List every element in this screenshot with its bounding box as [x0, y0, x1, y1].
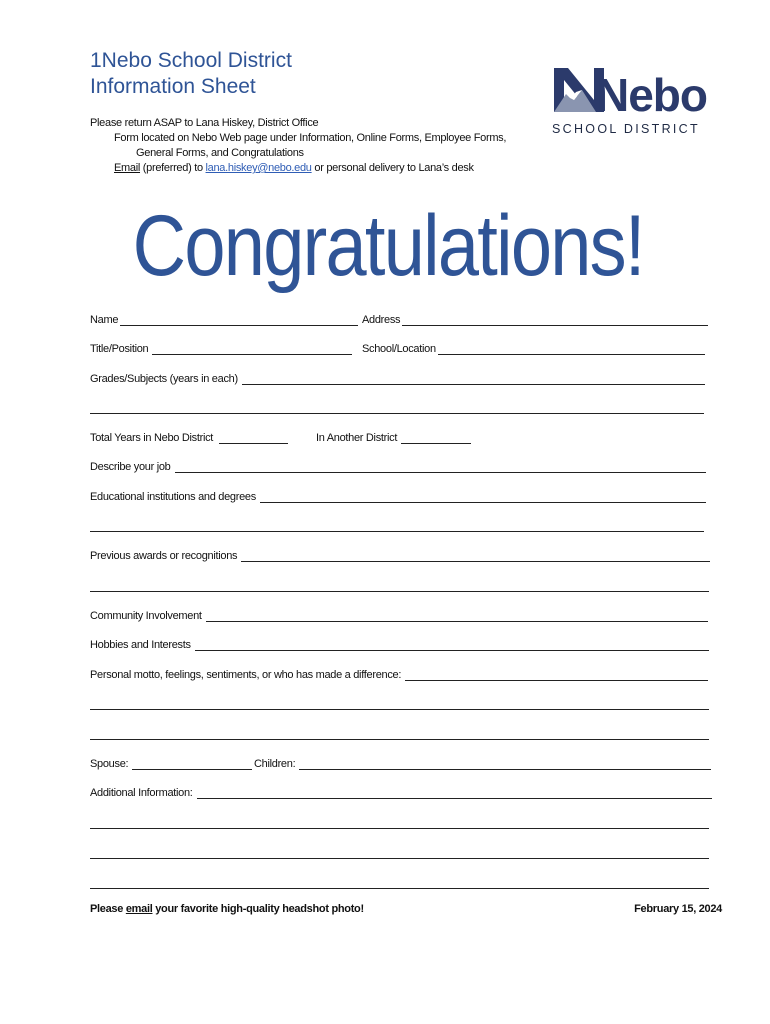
additional-row [90, 783, 712, 799]
total-years-field[interactable] [219, 432, 288, 444]
children-field[interactable] [299, 758, 711, 770]
motto-extra-line-1[interactable] [90, 708, 709, 710]
email-label: Email [114, 162, 141, 174]
footer-note [90, 903, 364, 915]
title-position-field[interactable] [152, 343, 352, 355]
another-district-field[interactable] [401, 432, 471, 444]
instructions-line-4 [90, 161, 550, 176]
motto-row [90, 665, 708, 681]
hobbies-field[interactable] [195, 639, 709, 651]
describe-job-label: Describe your job [90, 461, 171, 473]
address-field[interactable] [402, 314, 708, 326]
footer [90, 903, 722, 915]
education-label: Educational institutions and degrees [90, 491, 256, 503]
hobbies-row [90, 635, 709, 651]
community-row [90, 606, 708, 622]
another-district-label: In Another District [316, 432, 398, 444]
additional-extra-line-1[interactable] [90, 827, 709, 829]
title-line-2: Information Sheet [90, 75, 256, 98]
education-field[interactable] [260, 491, 706, 503]
document-title [90, 48, 510, 100]
grades-row [90, 369, 705, 385]
additional-extra-line-3[interactable] [90, 887, 709, 889]
describe-job-field[interactable] [175, 461, 707, 473]
additional-extra-line-2[interactable] [90, 857, 709, 859]
title-position-row [90, 339, 352, 355]
motto-field[interactable] [405, 669, 708, 681]
headline: Congratulations! [132, 198, 644, 294]
motto-extra-line-2[interactable] [90, 738, 709, 740]
school-location-field[interactable] [438, 343, 705, 355]
email-link[interactable]: lana.hiskey@nebo.edu [205, 162, 312, 174]
address-row [362, 310, 708, 326]
spouse-label: Spouse: [90, 758, 129, 770]
additional-field[interactable] [197, 787, 712, 799]
awards-field[interactable] [241, 550, 710, 562]
describe-job-row [90, 457, 706, 473]
name-field[interactable] [120, 314, 358, 326]
school-location-label: School/Location [362, 343, 436, 355]
awards-row [90, 546, 710, 562]
spouse-field[interactable] [132, 758, 252, 770]
title-position-label: Title/Position [90, 343, 149, 355]
motto-label: Personal motto, feelings, sentiments, or who has made a difference: [90, 669, 402, 681]
hobbies-label: Hobbies and Interests [90, 639, 191, 651]
children-label: Children: [254, 758, 296, 770]
email-tail-text: or personal delivery to Lana’s desk [311, 162, 474, 174]
awards-extra-line[interactable] [90, 590, 709, 592]
education-extra-line[interactable] [90, 530, 704, 532]
grades-extra-line[interactable] [90, 412, 704, 414]
additional-label: Additional Information: [90, 787, 193, 799]
children-row [254, 754, 711, 770]
instructions-line-2: Form located on Nebo Web page under Information, Online Forms, Employee Forms, [114, 132, 507, 144]
total-years-label: Total Years in Nebo District [90, 432, 214, 444]
education-row [90, 487, 706, 503]
school-location-row [362, 339, 705, 355]
community-label: Community Involvement [90, 610, 202, 622]
logo-tagline: SCHOOL DISTRICT [552, 122, 700, 136]
footer-suffix: your favorite high-quality headshot photo! [152, 903, 364, 915]
grades-field[interactable] [242, 373, 705, 385]
logo-wordmark: Nebo [596, 69, 707, 121]
community-field[interactable] [206, 610, 708, 622]
awards-label: Previous awards or recognitions [90, 550, 238, 562]
footer-date: February 15, 2024 [634, 903, 722, 915]
grades-label: Grades/Subjects (years in each) [90, 373, 238, 385]
spouse-row [90, 754, 252, 770]
instructions-line-3: General Forms, and Congratulations [136, 147, 304, 159]
name-row [90, 310, 358, 326]
email-preference-text: (preferred) to [140, 162, 206, 174]
instructions-line-1: Please return ASAP to Lana Hiskey, District Office [90, 117, 319, 129]
name-label: Name [90, 314, 119, 326]
footer-email-word: email [125, 903, 153, 915]
another-district-row [316, 428, 471, 444]
instructions [90, 116, 550, 176]
title-line-1: 1Nebo School District [90, 49, 292, 72]
address-label: Address [362, 314, 401, 326]
footer-prefix: Please [90, 903, 126, 915]
total-years-row [90, 428, 288, 444]
